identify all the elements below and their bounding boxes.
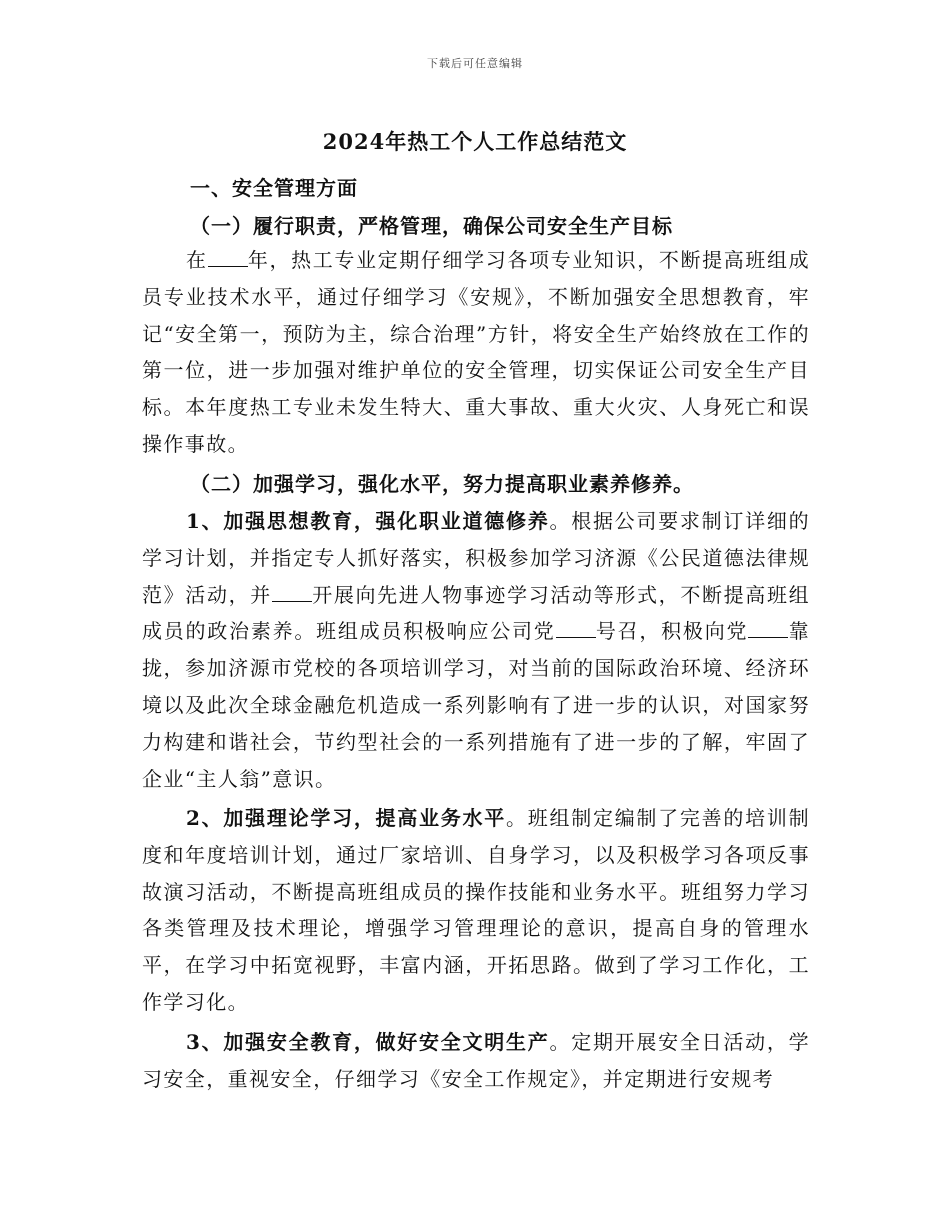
paragraph-item-1	[142, 503, 810, 797]
blank-line	[748, 619, 788, 638]
item-1-text-d: 靠拢，参加济源市党校的各项培训学习，对当前的国际政治环境、经济环境以及此次全球金融危机造成一系列影响有了进一步的认识，对国家努力构建和谐社会，节约型社会的一系列措施有了进一步的了解，牢固了企业“主人翁”意识。	[142, 619, 810, 791]
item-1-text-b: 开展向先进人物事迹学习活动等形式，不断提高班组成员的政治素养。班组成员积极响应公司党	[142, 582, 810, 644]
paragraph-1-text-a: 在	[186, 248, 208, 272]
section-heading-safety: 一、安全管理方面	[190, 176, 358, 200]
blank-line	[272, 583, 312, 602]
subsection-heading-1: （一）履行职责，严格管理，确保公司安全生产目标	[190, 214, 673, 238]
paragraph-1-text-b: 年，热工专业定期仔细学习各项专业知识，不断提高班组成员专业技术水平，通过仔细学习《安规》，不断加强安全思想教育，牢记“安全第一，预防为主，综合治理”方针，将安全生产始终放在工作的第一位，进一步加强对维护单位的安全管理，切实保证公司安全生产目标。本年度热工专业未发生特大、重大事故、重大火灾、人身死亡和误操作事故。	[142, 248, 810, 456]
item-2-text: 。班组制定编制了完善的培训制度和年度培训计划，通过厂家培训、自身学习，以及积极学习各项反事故演习活动，不断提高班组成员的操作技能和业务水平。班组努力学习各类管理及技术理论，增强学习管理理论的意识，提高自身的管理水平，在学习中拓宽视野，丰富内涵，开拓思路。做到了学习工作化，工作学习化。	[142, 806, 810, 1014]
blank-line	[556, 619, 596, 638]
item-1-text-a: 。根据公司要求制订详细的学习计划，并指定专人抓好落实，积极参加学习济源《公民道德法律规范》活动，并	[142, 509, 810, 607]
item-1-lead: 1、加强思想教育，强化职业道德修养	[186, 509, 550, 533]
paragraph-1	[142, 242, 810, 463]
blank-line	[208, 248, 248, 267]
document-title: 2024年热工个人工作总结范文	[322, 129, 628, 154]
item-1-text-c: 号召，积极向党	[595, 619, 749, 644]
item-3-text: 。定期开展安全日活动，学习安全，重视安全，仔细学习《安全工作规定》，并定期进行安规考	[142, 1030, 810, 1091]
item-3-lead: 3、加强安全教育，做好安全文明生产	[186, 1030, 550, 1054]
paragraph-item-3	[142, 1024, 810, 1098]
paragraph-item-2	[142, 800, 810, 1021]
subsection-heading-2: （二）加强学习，强化水平，努力提高职业素养修养。	[190, 472, 694, 496]
item-2-lead: 2、加强理论学习，提高业务水平	[186, 806, 506, 830]
header-note: 下载后可任意编辑	[427, 57, 523, 70]
